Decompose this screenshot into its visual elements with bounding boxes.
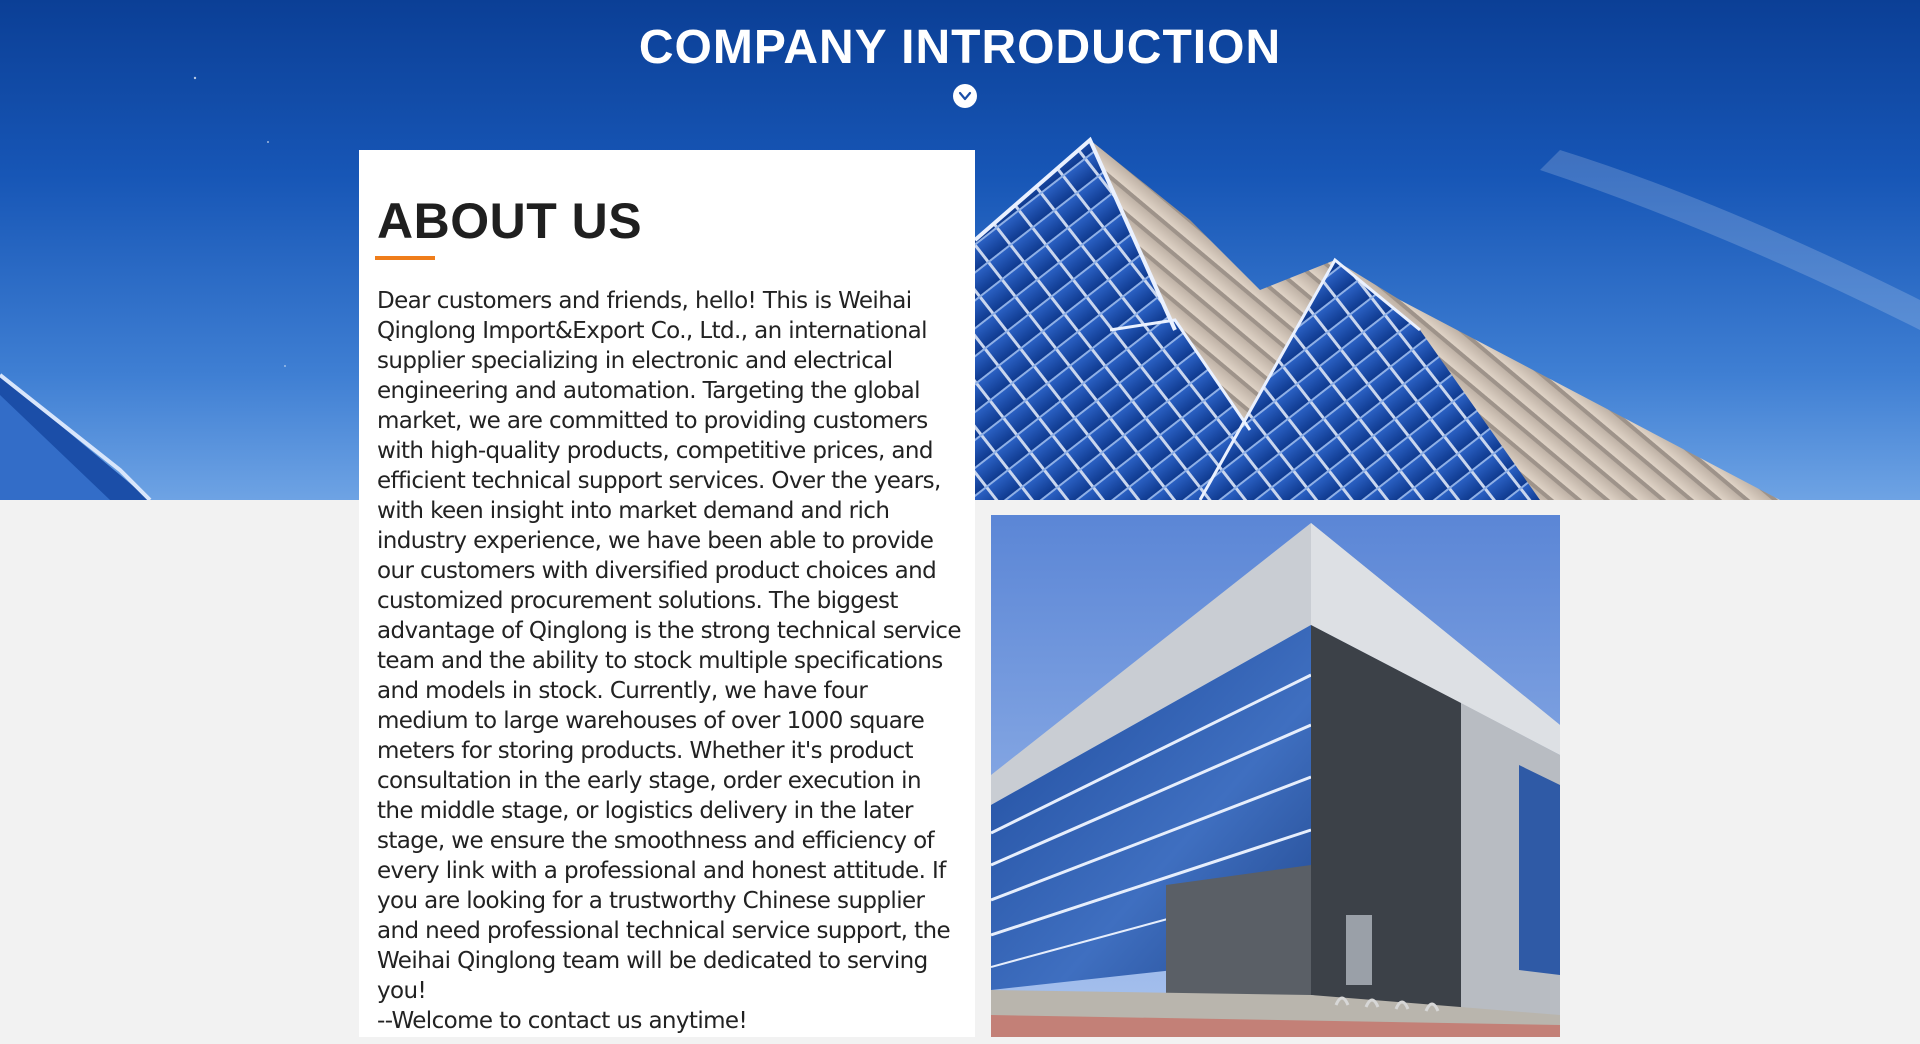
- about-us-body-text: Dear customers and friends, hello! This is Weihai Qinglong Import&Export Co., Ltd., an international supplier specializing in electronic and electrical engineering and automation. Targeting the global market, we are committed to providing customers with high-quality products, competitive prices, and efficient technical support services. Over the years, with keen insight into market demand and rich industry experience, we have been able to provide our customers with diversified product choices and customized procurement solutions. The biggest advantage of Qinglong is the strong technical service team and the ability to stock multiple specifications and models in stock. Currently, we have four medium to large warehouses of over 1000 square meters for storing products. Whether it's product consultation in the early stage, order execution in the middle stage, or logistics delivery in the later stage, we ensure the smoothness and efficiency of every link with a professional and honest attitude. If you are looking for a trustworthy Chinese supplier and need professional technical service support, the Weihai Qinglong team will be dedicated to serving you!: [377, 288, 961, 1004]
- building-photo-illustration: [991, 515, 1560, 1037]
- chevron-down-glyph: [958, 91, 972, 101]
- about-us-closing: --Welcome to contact us anytime!: [377, 1008, 748, 1034]
- about-us-body: [377, 286, 963, 1036]
- about-us-card: [359, 150, 975, 1037]
- heading-accent-underline: [375, 256, 435, 260]
- chevron-down-icon[interactable]: [953, 84, 977, 108]
- building-photo: [991, 515, 1560, 1037]
- section-title: COMPANY INTRODUCTION: [638, 21, 1282, 74]
- about-us-heading: ABOUT US: [377, 193, 643, 249]
